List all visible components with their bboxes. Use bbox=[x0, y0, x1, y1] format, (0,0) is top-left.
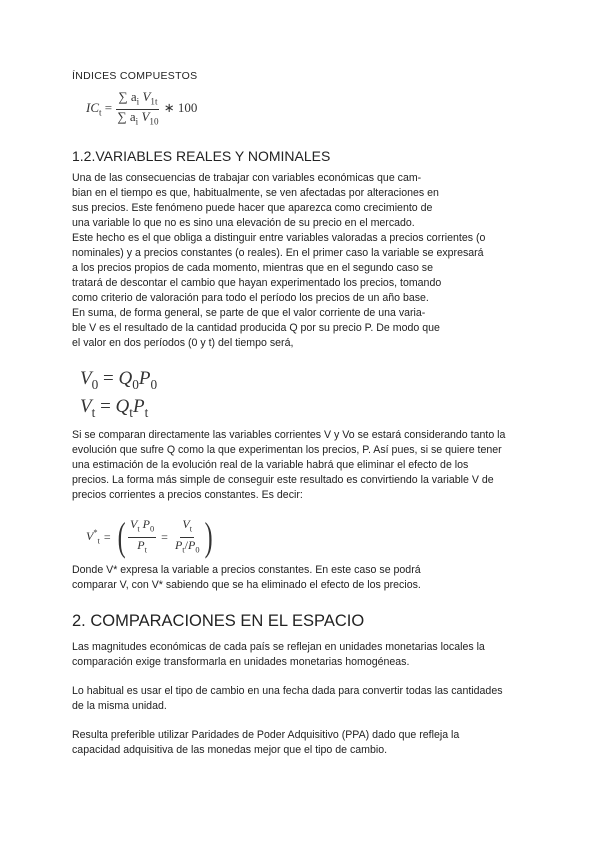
fraction-2: $\frac{V_t}{P_t/P_0}$ bbox=[174, 517, 200, 554]
paragraph-line: nominales) y a precios constantes (o reales). En el primer caso la variable se expresará bbox=[72, 247, 484, 259]
paragraph-line: comparar V, con V* sabiendo que se ha eliminado el efecto de los precios. bbox=[72, 579, 421, 591]
paragraph-line: una estimación de la evolución real de la variable habrá que eliminar el efecto de los bbox=[72, 459, 469, 471]
paragraph-line: Las magnitudes económicas de cada país se reflejan en unidades monetarias locales la bbox=[72, 641, 485, 653]
paragraph-line: sus precios. Este fenómeno puede hacer que aparezca como crecimiento de bbox=[72, 202, 433, 214]
paragraph-line: bian en el tiempo es que, habitualmente, se ven afectadas por alteraciones en bbox=[72, 187, 439, 199]
section-title-variables: 1.2.VARIABLES REALES Y NOMINALES bbox=[72, 148, 331, 164]
equation-vstar: $V^*_t$ = ( $\frac{V_t P_0}{P_t}$ = $\frac{V_t}{P_t/P_0}$ ) bbox=[86, 514, 213, 559]
paragraph-line: evolución que sufre Q como la que experimentan los precios, P. Así pues, si se quiere tener bbox=[72, 444, 502, 456]
right-paren: ) bbox=[204, 514, 213, 559]
paragraph-line: Donde V* expresa la variable a precios constantes. En este caso se podrá bbox=[72, 564, 421, 576]
paragraph-line: tratará de descontar el cambio que hayan experimentado los precios, tomando bbox=[72, 277, 442, 289]
formula-ic-lhs-sub: t bbox=[99, 107, 102, 118]
paragraph-line: Una de las consecuencias de trabajar con variables económicas que cam- bbox=[72, 172, 422, 184]
paragraph-line: precios corrientes a precios constantes. Es decir: bbox=[72, 489, 303, 501]
paragraph-line: de la misma unidad. bbox=[72, 700, 167, 712]
paragraph-line: capacidad adquisitiva de las monedas mejor que el tipo de cambio. bbox=[72, 744, 388, 756]
heading-indices-compuestos: ÍNDICES COMPUESTOS bbox=[72, 70, 198, 82]
formula-ic-fraction: $\frac{\sum a_i V_{1t}}{\sum a_i V_{10}}$ bbox=[117, 89, 159, 127]
paragraph-line: como criterio de valoración para todo el período los precios de un año base. bbox=[72, 292, 429, 304]
paragraph-line: Este hecho es el que obliga a distinguir entre variables valoradas a precios corrientes (o bbox=[72, 232, 486, 244]
paragraph-line: precios. La forma más simple de conseguir este resultado es convirtiendo la variable V de bbox=[72, 474, 494, 486]
paragraph-line: comparación exige transformarla en unidades monetarias homogéneas. bbox=[72, 656, 410, 668]
equation-v0: $V_0 = Q_0P_0$ bbox=[80, 368, 158, 392]
paragraph-line: una variable lo que no es sino una elevación de su precio en el mercado. bbox=[72, 217, 415, 229]
paragraph-line: ble V es el resultado de la cantidad producida Q por su precio P. De modo que bbox=[72, 322, 440, 334]
paragraph-line: el valor en dos períodos (0 y t) del tiempo será, bbox=[72, 337, 294, 349]
fraction-1: $\frac{V_t P_0}{P_t}$ bbox=[129, 517, 155, 554]
formula-ic: $IC_t$ = $\frac{\sum a_i V_{1t}}{\sum a_i V_{10}}$ ∗ 100 bbox=[86, 89, 198, 127]
paragraph-line: En suma, de forma general, se parte de que el valor corriente de una varia- bbox=[72, 307, 426, 319]
formula-ic-rhs: ∗ 100 bbox=[163, 100, 198, 116]
paragraph-line: Si se comparan directamente las variables corrientes V y Vo se estará considerando tanto la bbox=[72, 429, 506, 441]
paragraph-line: Lo habitual es usar el tipo de cambio en una fecha dada para convertir todas las cantidades bbox=[72, 685, 503, 697]
left-paren: ( bbox=[117, 514, 126, 559]
equation-vt: $V_t = Q_tP_t$ bbox=[80, 396, 149, 420]
paragraph-line: Resulta preferible utilizar Paridades de Poder Adquisitivo (PPA) dado que refleja la bbox=[72, 729, 460, 741]
paragraph-line: a los precios propios de cada momento, mientras que en el segundo caso se bbox=[72, 262, 433, 274]
section-title-comparaciones: 2. COMPARACIONES EN EL ESPACIO bbox=[72, 612, 365, 630]
formula-ic-lhs: IC bbox=[86, 100, 99, 116]
